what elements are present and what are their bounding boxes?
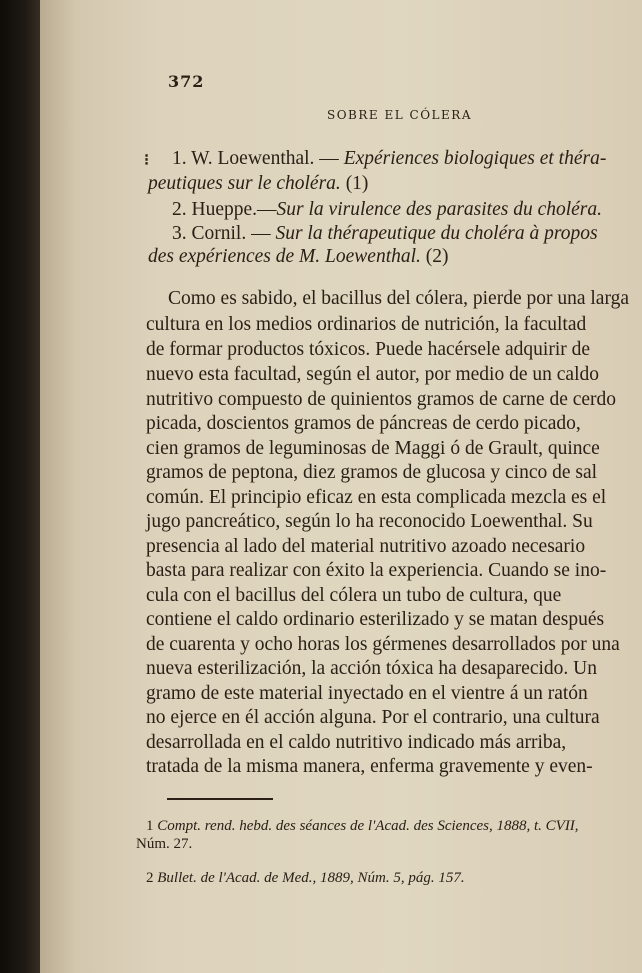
body-line: contiene el caldo ordinario esterilizado y se matan después <box>146 609 605 630</box>
body-line: picada, doscientos gramos de páncreas de cerdo picado, <box>146 413 581 434</box>
body-line: cien gramos de leguminosas de Maggi ó de Grault, quince <box>146 438 600 459</box>
running-head: SOBRE EL CÓLERA <box>327 108 472 122</box>
footnote: 1 Compt. rend. hebd. des séances de l'Acad. des Sciences, 1888, t. CVII, <box>146 818 579 834</box>
body-line: común. El principio eficaz en esta complicada mezcla es el <box>146 487 607 508</box>
body-line: tratada de la misma manera, enferma gravemente y even- <box>146 756 593 777</box>
body-line: jugo pancreático, según lo ha reconocido Loewenthal. Su <box>146 511 593 532</box>
body-line: gramos de peptona, diez gramos de glucosa y cinco de sal <box>146 462 598 483</box>
footnote: 2 Bullet. de l'Acad. de Med., 1889, Núm. 5, pág. 157. <box>146 870 465 886</box>
reference-line: des expériences de M. Loewenthal. (2) <box>148 246 449 267</box>
body-line: de cuarenta y ocho horas los gérmenes desarrollados por una <box>146 634 620 655</box>
body-line: no ejerce en él acción alguna. Por el contrario, una cultura <box>146 707 600 728</box>
body-line: cula con el bacillus del cólera un tubo de cultura, que <box>146 585 562 606</box>
footnote-rule <box>167 798 273 800</box>
body-line: gramo de este material inyectado en el vientre á un ratón <box>146 683 588 704</box>
body-line: nueva esterilización, la acción tóxica ha desaparecido. Un <box>146 658 597 679</box>
body-line: desarrollada en el caldo nutritivo indicado más arriba, <box>146 732 567 753</box>
body-line: presencia al lado del material nutritivo azoado necesario <box>146 536 586 557</box>
body-line: cultura en los medios ordinarios de nutrición, la facultad <box>146 314 587 335</box>
reference-line: 3. Cornil. — Sur la thérapeutique du choléra à propos <box>172 223 598 244</box>
body-line: nutritivo compuesto de quinientos gramos de carne de cerdo <box>146 389 617 410</box>
book-gutter <box>0 0 42 973</box>
reference-line: 2. Hueppe.—Sur la virulence des parasites du choléra. <box>172 199 603 220</box>
footnote: Núm. 27. <box>136 836 193 852</box>
body-line: Como es sabido, el bacillus del cólera, pierde por una larga <box>168 288 629 309</box>
margin-mark-icon: ⁝ <box>144 150 150 169</box>
book-page <box>40 0 642 973</box>
reference-line: peutiques sur le choléra. (1) <box>148 173 369 194</box>
body-line: de formar productos tóxicos. Puede hacérsele adquirir de <box>146 339 591 360</box>
body-line: basta para realizar con éxito la experiencia. Cuando se ino- <box>146 560 607 581</box>
body-line: nuevo esta facultad, según el autor, por medio de un caldo <box>146 364 599 385</box>
page-number: 372 <box>168 72 205 91</box>
reference-line: 1. W. Loewenthal. — Expériences biologiques et théra- <box>172 148 607 169</box>
